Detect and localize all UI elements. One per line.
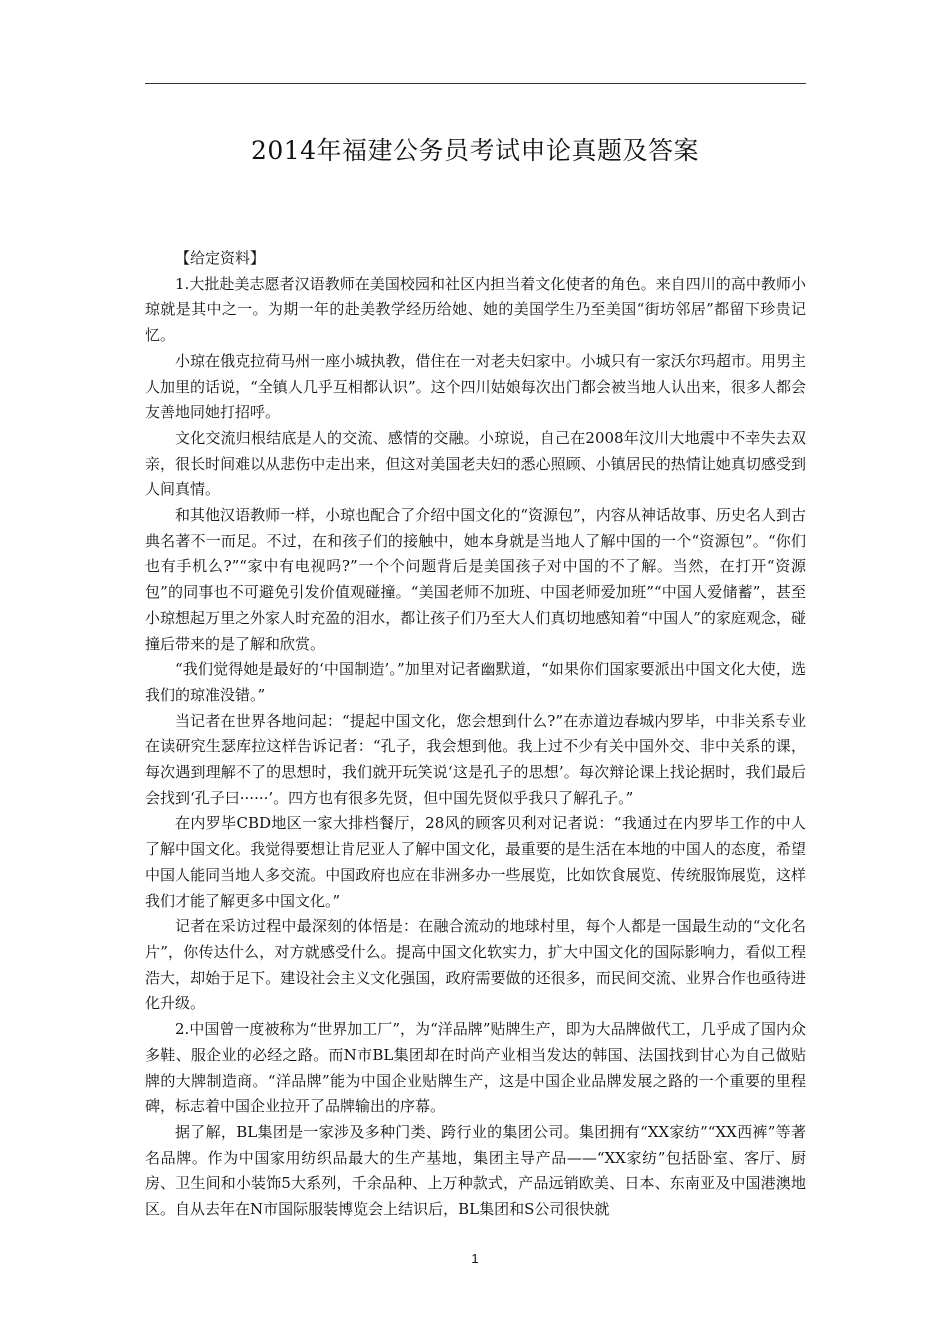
- document-body: [145, 246, 806, 1223]
- paragraph: 和其他汉语教师一样，小琼也配合了介绍中国文化的“资源包”，内容从神话故事、历史名人到古典名著不一而足。不过，在和孩子们的接触中，她本身就是当地人了解中国的一个“资源包”。“你们也有手机么?”“家中有电视吗?”一个个问题背后是美国孩子对中国的不了解。当然，在打开“资源包”的同事也不可避免引发价值观碰撞。“美国老师不加班、中国老师爱加班”“中国人爱储蓄”，甚至小琼想起万里之外家人时充盈的泪水，都让孩子们乃至大人们真切地感知着“中国人”的家庭观念，碰撞后带来的是了解和欣赏。: [145, 506, 806, 653]
- section-label: 【给定资料】: [175, 249, 266, 267]
- paragraph: 据了解，BL集团是一家涉及多种门类、跨行业的集团公司。集团拥有“XX家纺”“XX西裤”等著名品牌。作为中国家用纺织品最大的生产基地，集团主导产品——“XX家纺”包括卧室、客厅、厨房、卫生间和小装饰5大系列，千余品种、上万种款式，产品远销欧美、日本、东南亚及中国港澳地区。自从去年在N市国际服装博览会上结识后，BL集团和S公司很快就: [145, 1122, 806, 1219]
- paragraph: “我们觉得她是最好的‘中国制造’。”加里对记者幽默道，“如果你们国家要派出中国文化大使，选我们的琼准没错。”: [145, 660, 806, 704]
- paragraph: 记者在采访过程中最深刻的体悟是：在融合流动的地球村里，每个人都是一国最生动的“文化名片”，你传达什么，对方就感受什么。提高中国文化软实力，扩大中国文化的国际影响力，看似工程浩大，却始于足下。建设社会主义文化强国，政府需要做的还很多，而民间交流、业界合作也亟待进化升级。: [145, 917, 806, 1013]
- document-title: 2014年福建公务员考试申论真题及答案: [250, 136, 700, 165]
- paragraph: 小琼在俄克拉荷马州一座小城执教，借住在一对老夫妇家中。小城只有一家沃尔玛超市。用男主人加里的话说，“全镇人几乎互相都认识”。这个四川姑娘每次出门都会被当地人认出来，很多人都会友善地同她打招呼。: [145, 351, 806, 422]
- paragraph: 1.大批赴美志愿者汉语教师在美国校园和社区内担当着文化使者的角色。来自四川的高中教师小琼就是其中之一。为期一年的赴美教学经历给她、她的美国学生乃至美国“街坊邻居”都留下珍贵记忆。: [145, 274, 806, 345]
- paragraph: 文化交流归根结底是人的交流、感情的交融。小琼说，自己在2008年汶川大地震中不幸失去双亲，很长时间难以从悲伤中走出来，但这对美国老夫妇的悉心照顾、小镇居民的热情让她真切感受到人间真情。: [145, 428, 806, 499]
- page-number: 1: [471, 1251, 479, 1266]
- paragraph: 2.中国曾一度被称为“世界加工厂”，为“洋品牌”贴牌生产，即为大品牌做代工，几乎成了国内众多鞋、服企业的必经之路。而N市BL集团却在时尚产业相当发达的韩国、法国找到甘心为自己做贴牌的大牌制造商。“洋品牌”能为中国企业贴牌生产，这是中国企业品牌发展之路的一个重要的里程碑，标志着中国企业拉开了品牌输出的序幕。: [145, 1020, 806, 1116]
- paragraph: 在内罗毕CBD地区一家大排档餐厅，28风的顾客贝利对记者说：“我通过在内罗毕工作的中人了解中国文化。我觉得要想让肯尼亚人了解中国文化，最重要的是生活在本地的中国人的态度，希望中国人能同当地人多交流。中国政府也应在非洲多办一些展览，比如饮食展览、传统服饰展览，这样我们才能了解更多中国文化。”: [145, 814, 806, 910]
- paragraph: 当记者在世界各地问起：“提起中国文化，您会想到什么?”在赤道边春城内罗毕，中非关系专业在读研究生瑟库拉这样告诉记者：“孔子，我会想到他。我上过不少有关中国外交、非中关系的课，每次遇到理解不了的思想时，我们就开玩笑说‘这是孔子的思想’。每次辩论课上找论据时，我们最后会找到‘孔子曰······’。四方也有很多先贤，但中国先贤似乎我只了解孔子。”: [145, 711, 806, 807]
- header-rule: [145, 83, 806, 84]
